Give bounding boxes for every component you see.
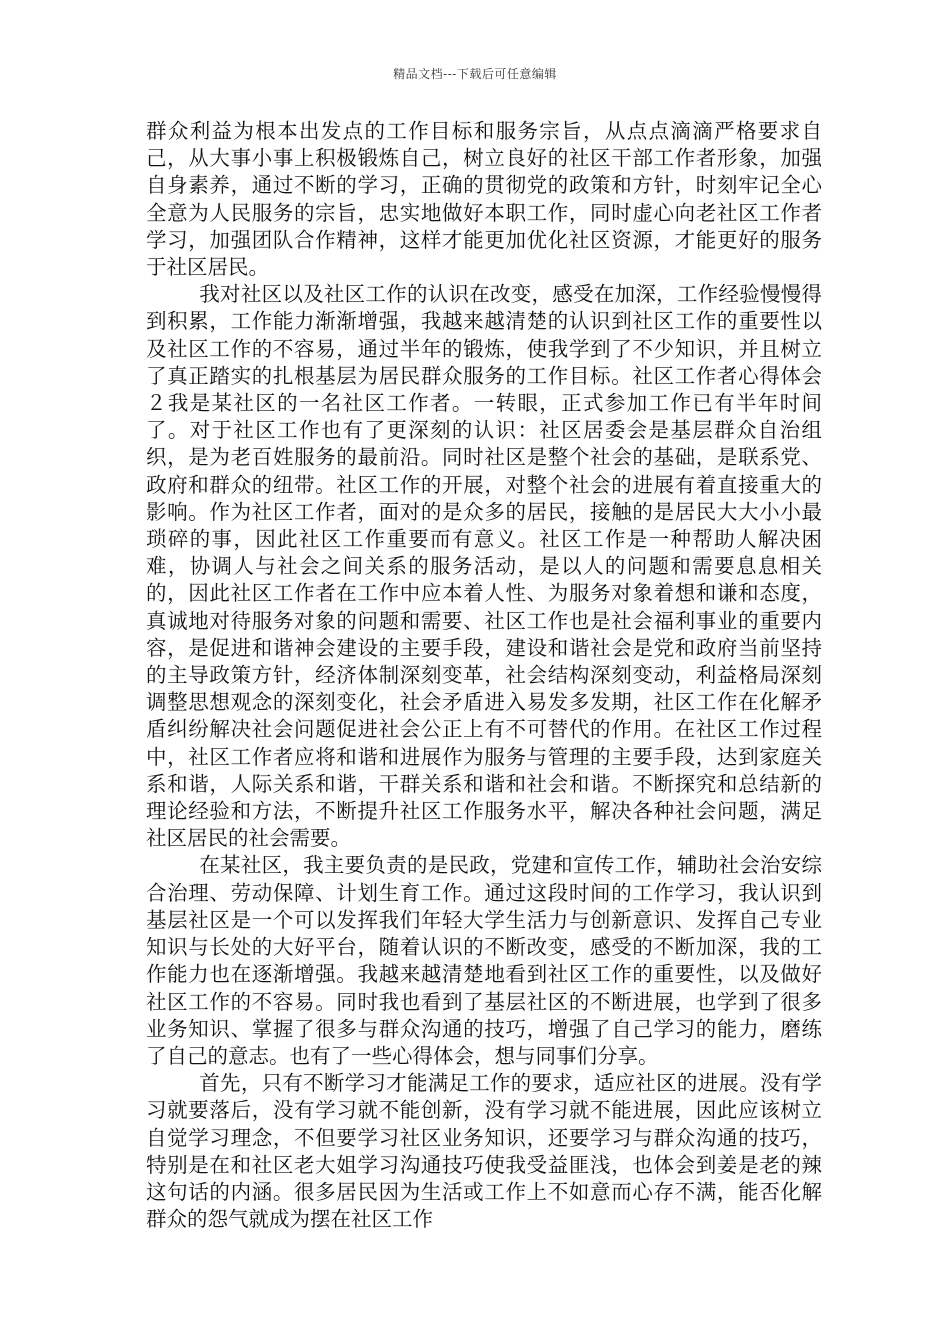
paragraph: 在某社区，我主要负责的是民政，党建和宣传工作，辅助社会治安综合治理、劳动保障、计划生育工作。通过这段时间的工作学习，我认识到基层社区是一个可以发挥我们年轻大学生活力与创新意识、发挥自己专业知识与长处的大好平台，随着认识的不断改变，感受的不断加深，我的工作能力也在逐渐增强。我越来越清楚地看到社区工作的重要性，以及做好社区工作的不容易。同时我也看到了基层社区的不断进展，也学到了很多业务知识、掌握了很多与群众沟通的技巧，增强了自己学习的能力，磨练了自己的意志。也有了一些心得体会，想与同事们分享。 [146,853,822,1068]
document-body [146,118,822,1233]
paragraph: 群众利益为根本出发点的工作目标和服务宗旨，从点点滴滴严格要求自己，从大事小事上积极锻炼自己，树立良好的社区干部工作者形象，加强自身素养，通过不断的学习，正确的贯彻党的政策和方针，时刻牢记全心全意为人民服务的宗旨，忠实地做好本职工作，同时虚心向老社区工作者学习，加强团队合作精神，这样才能更加优化社区资源，才能更好的服务于社区居民。 [146,119,822,280]
page-header: 精品文档---下载后可任意编辑 [393,67,557,81]
paragraph: 我对社区以及社区工作的认识在改变，感受在加深，工作经验慢慢得到积累，工作能力渐渐增强，我越来越清楚的认识到社区工作的重要性以及社区工作的不容易，通过半年的锻炼，使我学到了不少知识，并且树立了真正踏实的扎根基层为居民群众服务的工作目标。社区工作者心得体会２我是某社区的一名社区工作者。一转眼，正式参加工作已有半年时间了。对于社区工作也有了更深刻的认识：社区居委会是基层群众自治组织，是为老百姓服务的最前沿。同时社区是整个社会的基础，是联系党、政府和群众的纽带。社区工作的开展，对整个社会的进展有着直接重大的影响。作为社区工作者，面对的是众多的居民，接触的是居民大大小小最琐碎的事，因此社区工作重要而有意义。社区工作是一种帮助人解决困难，协调人与社会之间关系的服务活动，是以人的问题和需要息息相关的，因此社区工作者在工作中应本着人性、为服务对象着想和谦和态度，真诚地对待服务对象的问题和需要、社区工作也是社会福利事业的重要内容，是促进和谐神会建设的主要手段，建设和谐社会是党和政府当前坚持的主导政策方针，经济体制深刻变革，社会结构深刻变动，利益格局深刻调整思想观念的深刻变化，社会矛盾进入易发多发期，社区工作在化解矛盾纠纷解决社会问题促进社会公正上有不可替代的作用。在社区工作过程中，社区工作者应将和谐和进展作为服务与管理的主要手段，达到家庭关系和谐，人际关系和谐，干群关系和谐和社会和谐。不断探究和总结新的理论经验和方法，不断提升社区工作服务水平，解决各种社会问题，满足社区居民的社会需要。 [146,282,822,851]
paragraph: 首先，只有不断学习才能满足工作的要求，适应社区的进展。没有学习就要落后，没有学习就不能创新，没有学习就不能进展，因此应该树立自觉学习理念，不但要学习社区业务知识，还要学习与群众沟通的技巧，特别是在和社区老大姐学习沟通技巧使我受益匪浅，也体会到姜是老的辣这句话的内涵。很多居民因为生活或工作上不如意而心存不满，能否化解群众的怨气就成为摆在社区工作 [146,1071,822,1232]
